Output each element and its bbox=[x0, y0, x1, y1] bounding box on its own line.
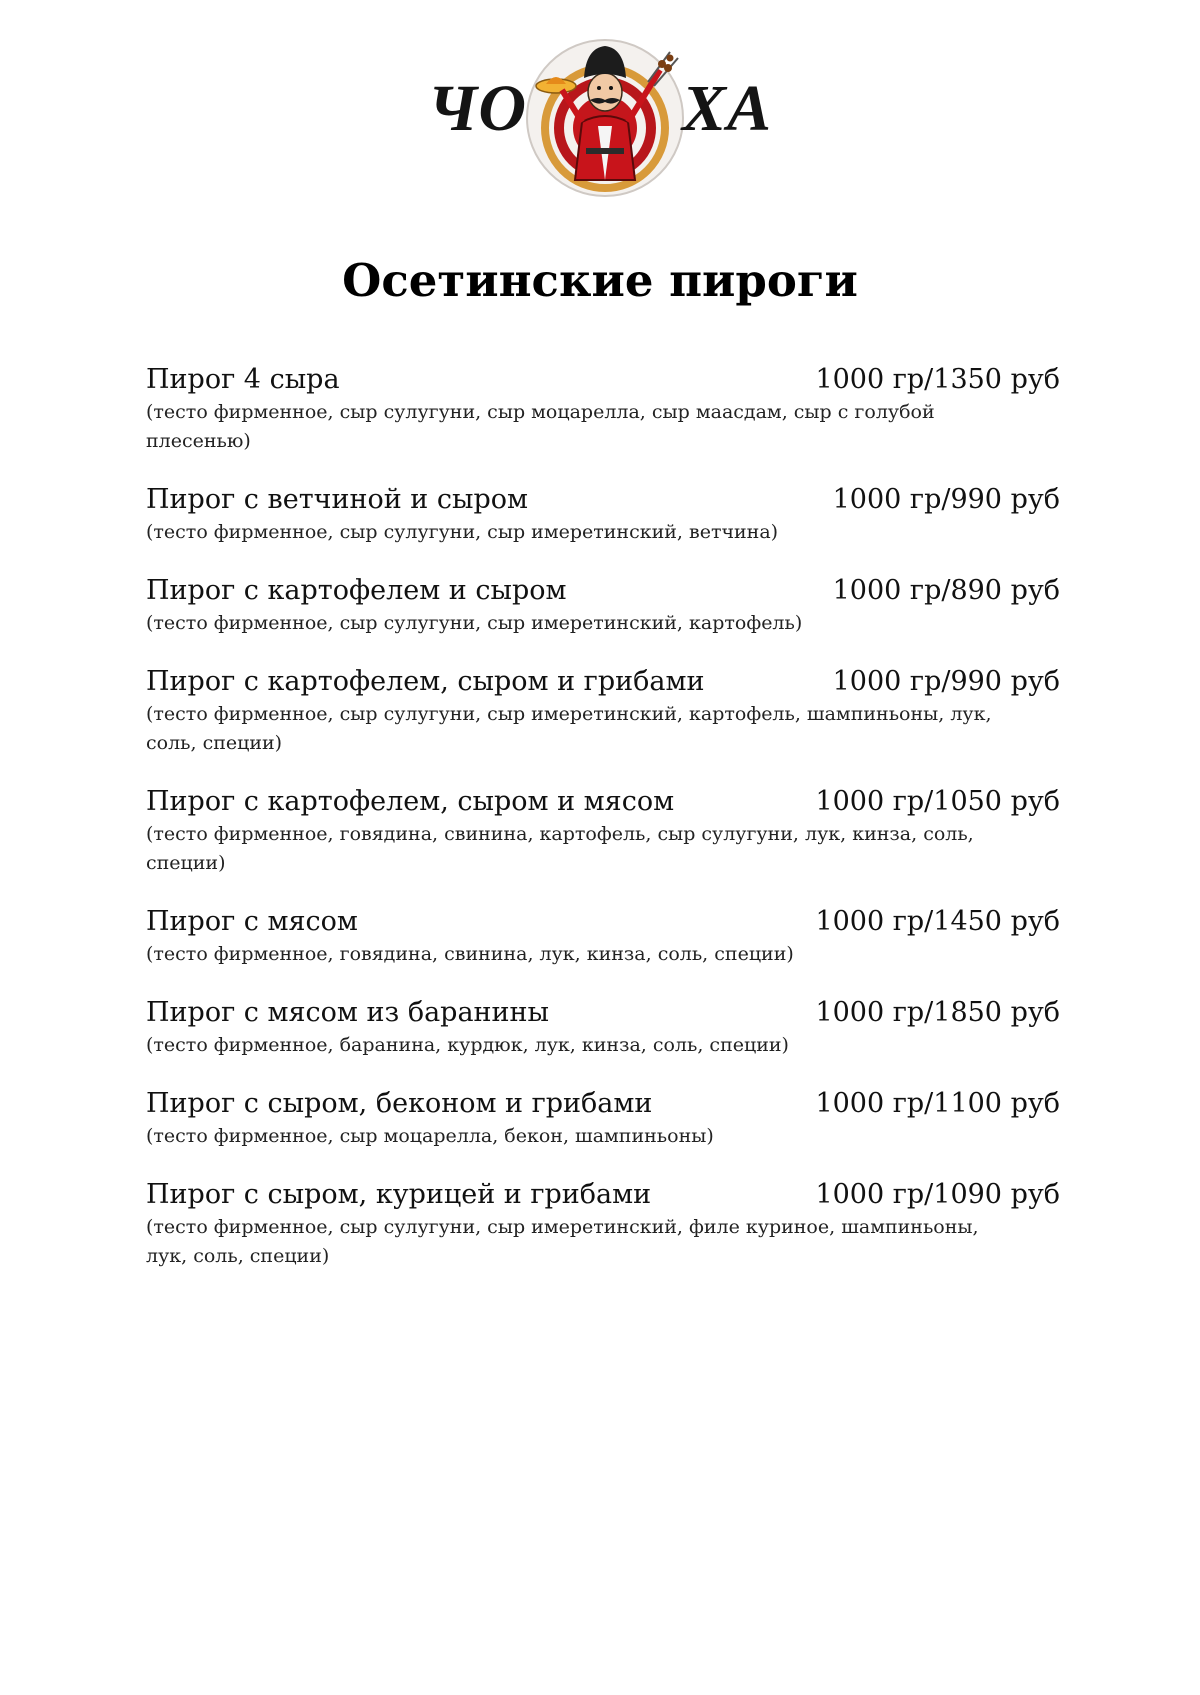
menu-item-description: (тесто фирменное, сыр сулугуни, сыр моцарелла, сыр маасдам, сыр с голубой плесенью) bbox=[146, 401, 935, 452]
menu-item-price: 1000 гр/990 руб bbox=[832, 666, 1060, 697]
menu-item bbox=[146, 664, 1060, 758]
menu-item-header bbox=[146, 995, 1060, 1031]
restaurant-logo bbox=[420, 30, 790, 200]
menu-item bbox=[146, 1177, 1060, 1271]
menu-item-description: (тесто фирменное, сыр сулугуни, сыр имеретинский, картофель) bbox=[146, 612, 803, 634]
menu-item-description: (тесто фирменное, баранина, курдюк, лук, кинза, соль, специи) bbox=[146, 1034, 789, 1056]
menu-item-description: (тесто фирменное, сыр сулугуни, сыр имеретинский, картофель, шампиньоны, лук, соль, специи) bbox=[146, 703, 992, 754]
menu-item-description: (тесто фирменное, говядина, свинина, лук, кинза, соль, специи) bbox=[146, 943, 794, 965]
menu-item-price: 1000 гр/890 руб bbox=[832, 575, 1060, 606]
menu-item-header bbox=[146, 784, 1060, 820]
menu-item-name: Пирог с картофелем, сыром и грибами bbox=[146, 666, 705, 697]
menu-item bbox=[146, 995, 1060, 1060]
menu-item bbox=[146, 784, 1060, 878]
menu-item bbox=[146, 482, 1060, 547]
menu-item-description: (тесто фирменное, сыр сулугуни, сыр имеретинский, филе куриное, шампиньоны, лук, соль, специи) bbox=[146, 1216, 979, 1267]
menu-item-header bbox=[146, 482, 1060, 518]
menu-list bbox=[146, 362, 1060, 1297]
menu-item-name: Пирог с мясом bbox=[146, 906, 358, 937]
menu-item bbox=[146, 573, 1060, 638]
menu-item-description: (тесто фирменное, сыр сулугуни, сыр имеретинский, ветчина) bbox=[146, 521, 779, 543]
menu-item-header bbox=[146, 1086, 1060, 1122]
menu-item-header bbox=[146, 1177, 1060, 1213]
menu-item-name: Пирог с сыром, беконом и грибами bbox=[146, 1088, 653, 1119]
menu-item-name: Пирог с ветчиной и сыром bbox=[146, 484, 529, 515]
caucasian-chef-emblem-icon bbox=[520, 30, 690, 200]
menu-item bbox=[146, 904, 1060, 969]
menu-item-price: 1000 гр/1050 руб bbox=[815, 786, 1060, 817]
menu-item-price: 1000 гр/1450 руб bbox=[815, 906, 1060, 937]
menu-item-name: Пирог с картофелем и сыром bbox=[146, 575, 567, 606]
menu-item-price: 1000 гр/990 руб bbox=[832, 484, 1060, 515]
menu-item-price: 1000 гр/1090 руб bbox=[815, 1179, 1060, 1210]
page-title: Осетинские пироги bbox=[342, 254, 858, 307]
menu-item-header bbox=[146, 573, 1060, 609]
menu-item-name: Пирог с сыром, курицей и грибами bbox=[146, 1179, 652, 1210]
menu-item-description: (тесто фирменное, сыр моцарелла, бекон, шампиньоны) bbox=[146, 1125, 714, 1147]
menu-item-header bbox=[146, 904, 1060, 940]
menu-item-price: 1000 гр/1350 руб bbox=[815, 364, 1060, 395]
menu-item-description: (тесто фирменное, говядина, свинина, картофель, сыр сулугуни, лук, кинза, соль, специи) bbox=[146, 823, 974, 874]
menu-item-price: 1000 гр/1100 руб bbox=[815, 1088, 1060, 1119]
menu-item-price: 1000 гр/1850 руб bbox=[815, 997, 1060, 1028]
menu-item-name: Пирог 4 сыра bbox=[146, 364, 340, 395]
logo-word-left: ЧО bbox=[428, 72, 528, 145]
menu-item bbox=[146, 362, 1060, 456]
menu-item-name: Пирог с картофелем, сыром и мясом bbox=[146, 786, 675, 817]
menu-item-header bbox=[146, 362, 1060, 398]
menu-item-name: Пирог с мясом из баранины bbox=[146, 997, 550, 1028]
menu-item-header bbox=[146, 664, 1060, 700]
menu-item bbox=[146, 1086, 1060, 1151]
logo-word-right: ХА bbox=[682, 72, 773, 145]
